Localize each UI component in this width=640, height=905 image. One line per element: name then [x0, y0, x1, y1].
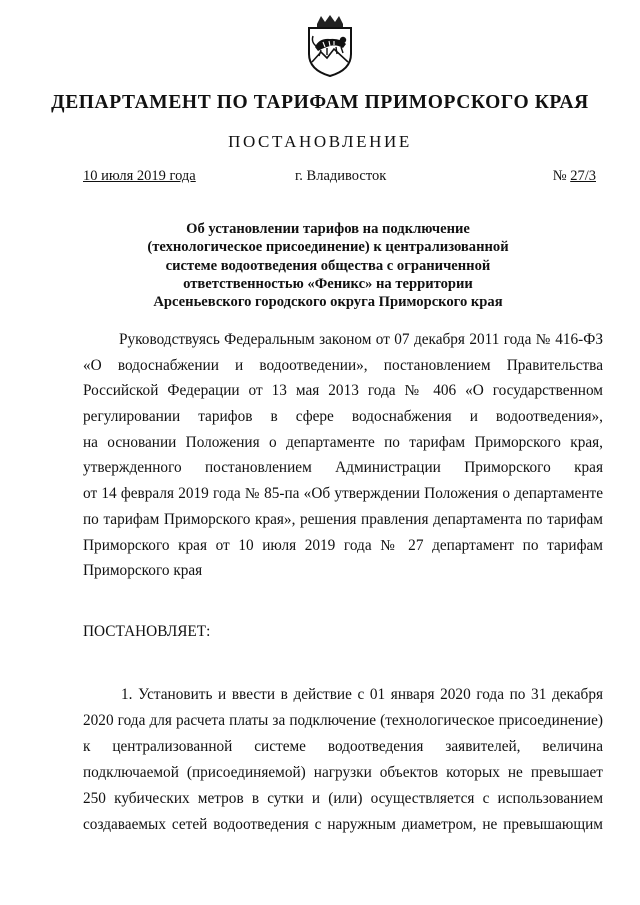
- point-line: 1. Установить и ввести в действие с 01 января 2020 года по 31 декабря: [121, 686, 603, 703]
- preamble-line: Руководствуясь Федеральным законом от 07 декабря 2011 года № 416-ФЗ: [119, 331, 603, 348]
- preamble-line: Российской Федерации от 13 мая 2013 года № 406 «О государственном: [83, 382, 603, 400]
- document-type: ПОСТАНОВЛЕНИЕ: [228, 132, 412, 151]
- subject-line: (технологическое присоединение) к централизованной: [147, 239, 509, 256]
- decree-word: ПОСТАНОВЛЯЕТ:: [83, 623, 211, 640]
- point-line: 2020 года для расчета платы за подключение (технологическое присоединение): [83, 712, 603, 730]
- subject-line: Арсеньевского городского округа Приморского края: [153, 294, 503, 311]
- number-prefix: №: [552, 168, 571, 184]
- number-value: 27/3: [570, 168, 596, 184]
- department-title: ДЕПАРТАМЕНТ ПО ТАРИФАМ ПРИМОРСКОГО КРАЯ: [51, 92, 589, 113]
- preamble-line: по тарифам Приморского края», решения правления департамента по тарифам: [83, 510, 603, 528]
- document-meta: [83, 168, 596, 188]
- subject-line: системе водоотведения общества с ограниченной: [165, 257, 491, 274]
- subject-line: ответственностью «Феникс» на территории: [183, 275, 473, 292]
- point-line: к централизованной системе водоотведения заявителей, величина: [83, 738, 603, 756]
- subject-line: Об установлении тарифов на подключение: [186, 221, 470, 237]
- coat-of-arms-tiger-icon: [303, 14, 357, 78]
- point-line: 250 кубических метров в сутки и (или) осуществляется с использованием: [83, 790, 603, 808]
- point-line: подключаемой (присоединяемой) нагрузки объектов которых не превышает: [83, 764, 603, 782]
- point-line: создаваемых сетей водоотведения с наружным диаметром, не превышающим: [83, 816, 603, 834]
- preamble-line: утвержденного постановлением Администрации Приморского края: [83, 459, 603, 477]
- document-subject: [110, 220, 546, 311]
- preamble-line: от 14 февраля 2019 года № 85-па «Об утверждении Положения о департаменте: [83, 485, 603, 503]
- preamble-paragraph: [83, 327, 603, 584]
- point-1-paragraph: [83, 682, 603, 839]
- preamble-line: на основании Положения о департаменте по тарифам Приморского края,: [83, 433, 603, 451]
- document-city: г. Владивосток: [295, 168, 387, 184]
- preamble-line: регулировании тарифов в сфере водоснабжения и водоотведения»,: [83, 408, 603, 426]
- preamble-line: «О водоснабжении и водоотведении», постановлением Правительства: [83, 356, 603, 374]
- document-number: [553, 168, 596, 185]
- document-date: 10 июля 2019 года: [83, 168, 196, 184]
- preamble-line: Приморского края: [83, 562, 203, 580]
- preamble-line: Приморского края от 10 июля 2019 года № 27 департамент по тарифам: [83, 536, 603, 554]
